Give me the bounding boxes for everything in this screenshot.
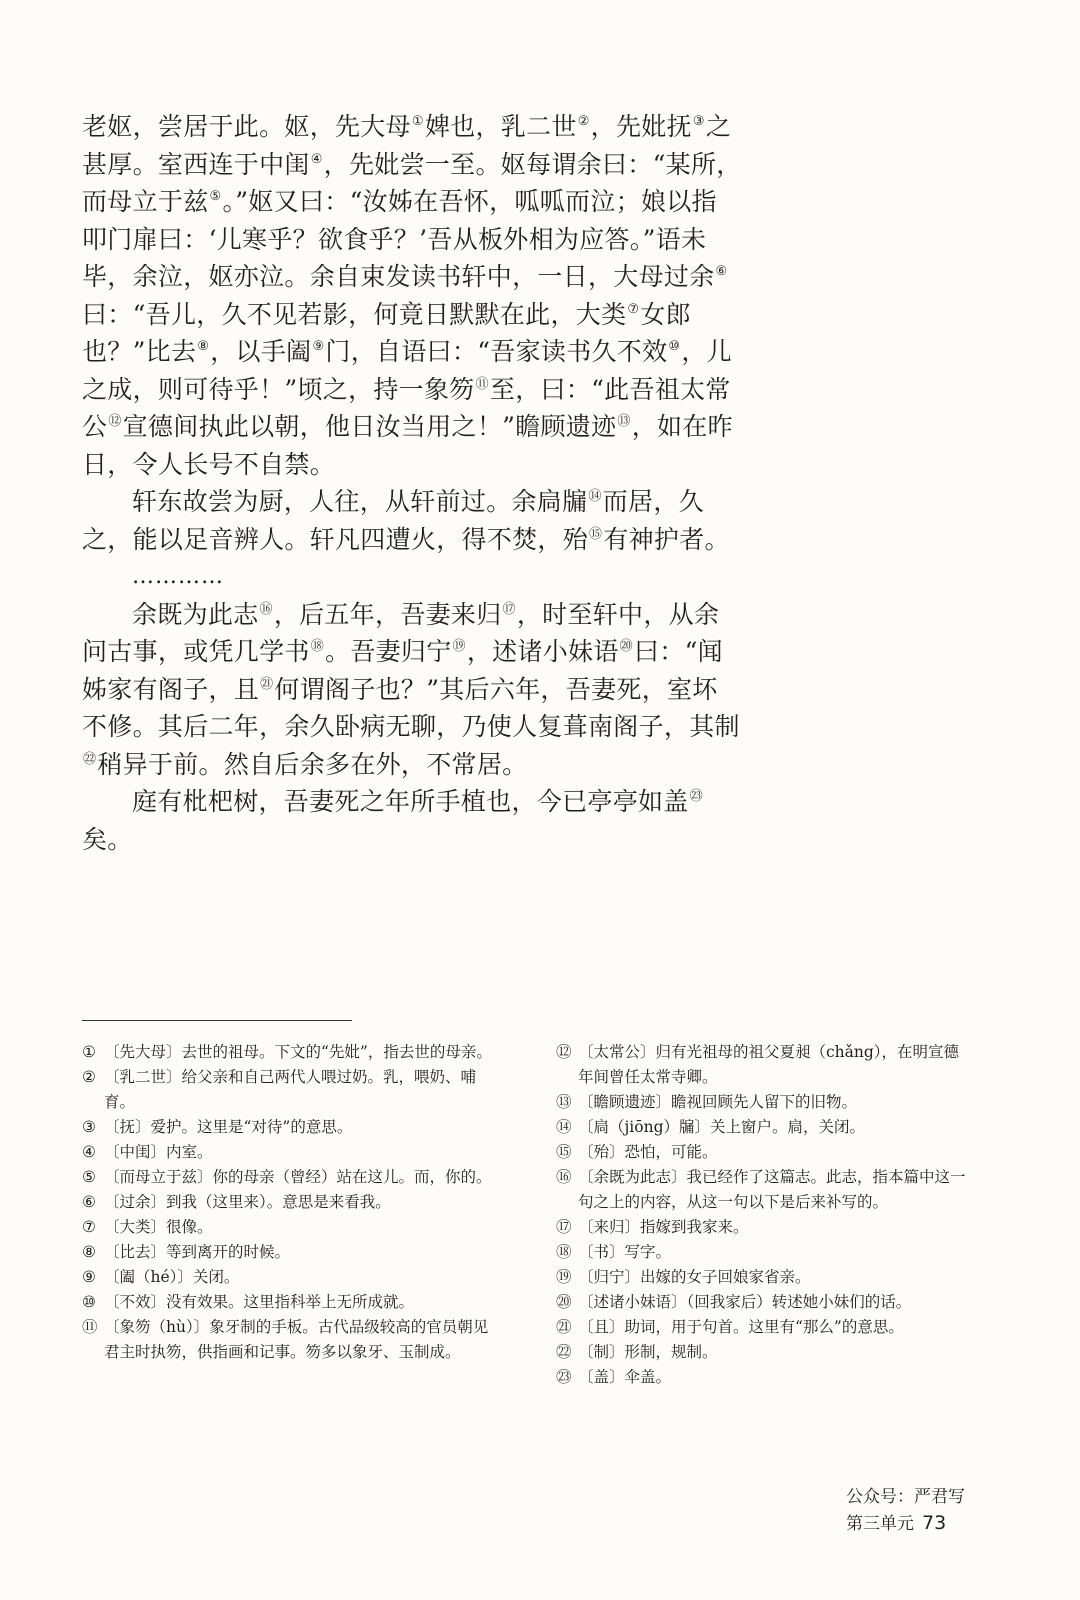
text-paragraph <box>82 596 742 784</box>
footnote-text: 〔盖〕伞盖。 <box>578 1368 672 1386</box>
text-segment: 曰：“吾儿，久不见若影，何竟日默默在此，大类 <box>82 299 627 329</box>
footnote-number: ⑩ <box>82 1293 96 1311</box>
footnote-ref: ⑦ <box>627 301 640 317</box>
text-segment: 之甚厚。室西连于中闺 <box>82 112 732 179</box>
footnote-ref: ⑮ <box>589 526 603 542</box>
text-segment: 老妪，尝居于此。妪，先大母 <box>82 112 411 141</box>
footnote-text: 〔余既为此志〕我已经作了这篇志。此志，指本篇中这一句之上的内容，从这一句以下是后来补写的。 <box>578 1168 966 1211</box>
footnote <box>82 1165 492 1190</box>
footnote <box>82 1215 492 1240</box>
footnote-text: 〔而母立于兹〕你的母亲（曾经）站在这儿。而，你的。 <box>104 1168 492 1186</box>
footnote-text: 〔先大母〕去世的祖母。下文的“先妣”，指去世的母亲。 <box>104 1043 492 1061</box>
footnote-number: ⑨ <box>82 1268 96 1286</box>
footnote <box>82 1240 492 1265</box>
footnote <box>82 1115 492 1140</box>
footnote <box>556 1315 966 1340</box>
footnote-number: ⑲ <box>556 1268 572 1286</box>
footnote <box>556 1290 966 1315</box>
footnote-ref: ⑪ <box>475 376 489 392</box>
footnote-text: 〔述诸小妹语〕（回我家后）转述她小妹们的话。 <box>578 1293 912 1311</box>
text-paragraph <box>82 108 742 483</box>
footnote-text: 〔乳二世〕给父亲和自己两代人喂过奶。乳，喂奶、哺育。 <box>104 1068 477 1111</box>
footnote-number: ① <box>82 1043 96 1061</box>
footnote <box>556 1265 966 1290</box>
text-segment: ，述诸小妹语 <box>466 637 619 666</box>
footnote-text: 〔太常公〕归有光祖母的祖父夏昶（chǎng），在明宣德年间曾任太常寺卿。 <box>578 1043 960 1086</box>
footnote <box>556 1090 966 1115</box>
footnote-number: ⑥ <box>82 1193 96 1211</box>
footnote-ref: ① <box>411 114 424 129</box>
text-segment: 。吾妻归宁 <box>325 637 452 666</box>
footnote-divider <box>82 1020 352 1021</box>
footnote-ref: ⑩ <box>668 339 681 354</box>
footnotes-right-column <box>556 1040 966 1390</box>
text-segment: ，后五年，吾妻来归 <box>273 599 502 629</box>
footnote-text: 〔书〕写字。 <box>578 1243 672 1261</box>
text-segment: 何谓阁子也？”其后六年，吾妻死，室坏不修。其后二年，余久卧病无聊，乃使人复葺南阁子，其制 <box>82 674 740 741</box>
text-segment: 婢也，乳二世 <box>424 112 577 141</box>
footnote-text: 〔制〕形制，规制。 <box>578 1343 718 1361</box>
footnote-ref: ⑤ <box>209 189 222 204</box>
text-segment: 轩东故尝为厨，人往，从轩前过。余扃牖 <box>132 487 588 516</box>
footnote <box>556 1140 966 1165</box>
text-segment: 。”妪又曰：“汝姊在吾怀，呱呱而泣；娘以指叩门扉曰：‘儿寒乎？欲食乎？’吾从板外相为应答。”语未毕，余泣，妪亦泣。余自束发读书轩中，一日，大母过余 <box>82 187 717 291</box>
text-segment: 稍异于前。然自后余多在外，不常居。 <box>97 749 528 779</box>
footnotes-left-column <box>82 1040 492 1365</box>
page-line <box>846 1510 965 1537</box>
footnote-number: ⑫ <box>556 1043 572 1061</box>
footnote-ref: ⑫ <box>108 414 122 429</box>
wechat-account-text: 公众号：严君写 <box>846 1487 965 1507</box>
text-segment: ，先妣尝一至。妪每谓余曰：“某所，而母立于兹 <box>82 149 742 216</box>
footnote-text: 〔且〕助词，用于句首。这里有“那么”的意思。 <box>578 1318 904 1336</box>
text-paragraph <box>82 783 742 858</box>
text-paragraph <box>82 483 742 558</box>
footnote <box>82 1265 492 1290</box>
footnote-number: ⑮ <box>556 1143 572 1161</box>
footnote-text: 〔不效〕没有效果。这里指科举上无所成就。 <box>104 1293 415 1311</box>
footnote-number: ④ <box>82 1143 96 1161</box>
footnote-ref: ⑯ <box>259 601 273 617</box>
footnote <box>556 1365 966 1390</box>
page-number: 73 <box>922 1512 947 1534</box>
footnote-ref: ㉓ <box>689 789 703 804</box>
footnote <box>82 1140 492 1165</box>
footnote-text: 〔瞻顾遗迹〕瞻视回顾先人留下的旧物。 <box>578 1093 858 1111</box>
text-segment: 有神护者。 <box>603 524 730 554</box>
footnote-text: 〔大类〕很像。 <box>104 1218 213 1236</box>
text-segment: 余既为此志 <box>132 599 259 629</box>
footnote-number: ⑳ <box>556 1293 572 1311</box>
footnote-number: ㉓ <box>556 1368 572 1386</box>
footnote-text: 〔阖（hé）〕关闭。 <box>104 1268 240 1286</box>
footnote-ref: ㉑ <box>260 676 274 692</box>
main-text <box>82 108 742 858</box>
footnote <box>82 1065 492 1115</box>
footnote <box>556 1115 966 1140</box>
footnote-ref: ㉒ <box>83 751 97 767</box>
footnote-number: ⑭ <box>556 1118 572 1136</box>
text-segment: 庭有枇杷树，吾妻死之年所手植也，今已亭亭如盖 <box>132 787 689 816</box>
ellipsis-line <box>82 558 742 596</box>
footnote-ref: ⑭ <box>588 489 602 504</box>
text-segment: ………… <box>132 564 224 589</box>
footnote-text: 〔中闺〕内室。 <box>104 1143 213 1161</box>
footnote-ref: ⑳ <box>619 639 633 654</box>
footnote-text: 〔殆〕恐怕，可能。 <box>578 1143 718 1161</box>
footnote <box>556 1340 966 1365</box>
text-segment: 而居，久之，能以足音辨人。轩凡四遭火，得不焚，殆 <box>82 487 704 554</box>
footnote-text: 〔比去〕等到离开的时候。 <box>104 1243 291 1261</box>
footnote <box>556 1215 966 1240</box>
footnote-ref: ⑬ <box>617 414 631 429</box>
text-segment: 曰：“闻姊家有阁子，且 <box>82 637 723 704</box>
footnote-ref: ③ <box>692 114 705 129</box>
footnote-number: ⑬ <box>556 1093 572 1111</box>
footnote-number: ③ <box>82 1118 96 1136</box>
footnote-number: ⑦ <box>82 1218 96 1236</box>
page-footer <box>846 1484 965 1537</box>
text-segment: ，以手阖 <box>210 337 312 366</box>
footnote <box>82 1315 492 1365</box>
footnote-ref: ④ <box>310 151 323 167</box>
footnote <box>82 1190 492 1215</box>
text-segment: 宣德间执此以朝，他日汝当用之！”瞻顾遗迹 <box>122 412 617 441</box>
text-segment: 至，曰：“此吾祖太常公 <box>82 374 731 441</box>
text-segment: 门，自语曰：“吾家读书久不效 <box>325 337 668 366</box>
unit-label: 第三单元 <box>846 1514 914 1534</box>
footnote <box>82 1290 492 1315</box>
footnote-number: ② <box>82 1068 96 1086</box>
footnote-number: ⑧ <box>82 1243 96 1261</box>
footnote-number: ㉑ <box>556 1318 572 1336</box>
footnote-ref: ⑨ <box>312 339 325 354</box>
footnote-number: ⑪ <box>82 1318 98 1336</box>
footnote-ref: ⑰ <box>502 601 516 617</box>
footnote-ref: ⑲ <box>452 639 466 654</box>
footnote-text: 〔扃（jiōng）牖〕关上窗户。扃，关闭。 <box>578 1118 866 1136</box>
text-segment: ，如在昨日，令人长号不自禁。 <box>82 412 733 479</box>
footnote-ref: ② <box>577 114 590 129</box>
footnote <box>82 1040 492 1065</box>
text-segment: 矣。 <box>82 824 133 854</box>
footnote-text: 〔来归〕指嫁到我家来。 <box>578 1218 749 1236</box>
footnote-number: ⑰ <box>556 1218 572 1236</box>
text-segment: 女郎也？”比去 <box>82 299 691 366</box>
footnote-number: ㉒ <box>556 1343 572 1361</box>
footnote-number: ⑱ <box>556 1243 572 1261</box>
footnote-text: 〔过余〕到我（这里来）。意思是来看我。 <box>104 1193 391 1211</box>
footnote <box>556 1165 966 1215</box>
text-segment: ，儿之成，则可待乎！”顷之，持一象笏 <box>82 337 732 404</box>
text-segment: ，先妣抚 <box>590 112 692 141</box>
footnote-ref: ⑱ <box>310 639 325 654</box>
footnote-text: 〔象笏（hù）〕象牙制的手板。古代品级较高的官员朝见君主时执笏，供指画和记事。笏多以象牙、玉制成。 <box>104 1318 489 1361</box>
footnote-number: ⑤ <box>82 1168 96 1186</box>
footnote-text: 〔抚〕爱护。这里是“对待”的意思。 <box>104 1118 353 1136</box>
footnote <box>556 1240 966 1265</box>
footnote-number: ⑯ <box>556 1168 572 1186</box>
footnote-ref: ⑥ <box>715 264 728 279</box>
text-segment: ，时至轩中，从余问古事，或凭几学书 <box>82 599 720 666</box>
footnote <box>556 1040 966 1090</box>
footnote-text: 〔归宁〕出嫁的女子回娘家省亲。 <box>578 1268 811 1286</box>
footnote-ref: ⑧ <box>197 339 210 354</box>
